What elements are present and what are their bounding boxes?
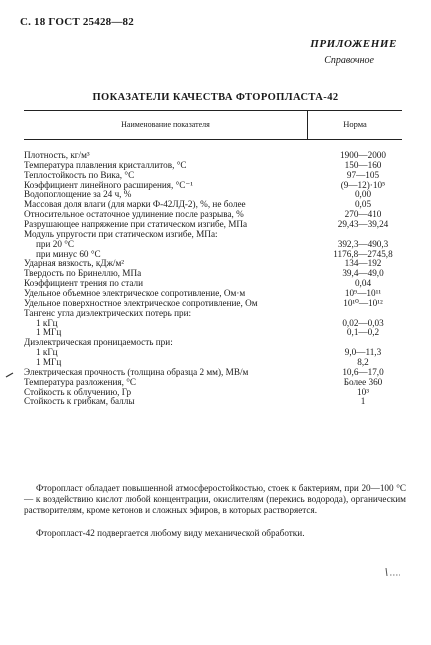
table-row [24,337,402,347]
row-norm: 392,3—490,3 [337,238,389,249]
row-name: Удельное поверхностное электрическое сопротивление, Ом [24,297,258,308]
reference-label: Справочное [324,55,374,66]
row-name: 1 МГц [36,327,62,338]
column-header-name: Наименование показателя [121,120,210,129]
row-name: Разрушающее напряжение при статическом изгибе, МПа [24,219,248,230]
row-norm: 1176,8—2745,8 [333,248,393,259]
paragraph-machining: Фторопласт-42 подвергается любому виду механической обработки. [36,528,305,538]
row-name: Электрическая прочность (толщина образца 2 мм), МВ/м [24,366,249,377]
row-name: Коэффициент трения по стали [24,278,144,289]
table-row [24,150,402,160]
row-name: Твердость по Бринеллю, МПа [24,268,142,279]
row-norm: 10³ [357,386,369,397]
row-name: Коэффициент линейного расширения, °С⁻¹ [24,179,193,190]
row-norm: 134—192 [344,258,382,269]
row-norm: 10,6—17,0 [342,366,384,377]
table-row [24,308,402,318]
row-norm: Более 360 [343,376,383,387]
row-norm: 1 [360,396,366,407]
table-row [24,288,402,298]
row-norm: 39,4—49,0 [342,268,384,279]
table-row [24,367,402,377]
row-norm: 10⁹—10¹¹ [344,288,382,299]
table-row [24,258,402,268]
page-title: ПОКАЗАТЕЛИ КАЧЕСТВА ФТОРОПЛАСТА-42 [92,92,339,103]
table-row [24,327,402,337]
row-name: 1 МГц [36,357,62,368]
row-name: 1 кГц [36,317,58,328]
row-norm: (9—12)·10⁵ [340,179,386,190]
table-row [24,396,402,406]
row-name: Стойкость к грибкам, баллы [24,396,135,407]
row-norm: 1900—2000 [340,150,386,160]
table-row [24,357,402,367]
table-row [24,387,402,397]
table-row [24,189,402,199]
row-norm: 10¹⁰—10¹² [343,297,383,308]
table-row [24,298,402,308]
table-row [24,180,402,190]
row-norm: 0,04 [354,278,372,289]
corner-mark-icon [384,566,424,578]
row-name: Диэлектрическая проницаемость при: [24,337,173,348]
table-row [24,278,402,288]
row-norm: 97—105 [346,169,380,180]
row-norm: 0,05 [354,199,372,210]
paragraph-properties: Фторопласт обладает повышенной атмосферостойкостью, стоек к бактериям, при 20—100 °С — к воздействию кислот любой концентрации, окислителям (перекись водорода), органическим растворителям, кроме кетонов и сложных эфиров, в которых растворяется. [24,483,406,515]
row-name: Стойкость к облучению, Гр [24,386,132,397]
table-row [24,347,402,357]
row-name: Температура разложения, °С [24,376,137,387]
appendix-label: ПРИЛОЖЕНИЕ [310,38,397,50]
table-row [24,209,402,219]
table-row [24,318,402,328]
table-row [24,199,402,209]
row-norm: 270—410 [344,209,382,220]
table-row [24,239,402,249]
row-name: Водопоглощение за 24 ч, % [24,189,132,200]
row-name: Ударная вязкость, кДж/м² [24,258,125,269]
row-name: Температура плавления кристаллитов, °С [24,159,187,170]
column-header-norm: Норма [343,119,367,129]
row-name: Модуль упругости при статическом изгибе, МПа: [24,228,218,239]
running-head: С. 18 ГОСТ 25428—82 [20,16,134,28]
margin-mark-icon [5,372,14,378]
row-name: Относительное остаточное удлинение после разрыва, % [24,209,244,220]
row-name: при минус 60 °С [36,248,101,259]
row-norm: 0,00 [354,189,372,200]
table-row [24,268,402,278]
table-row [24,249,402,259]
row-norm: 0,1—0,2 [346,327,380,338]
row-norm: 0,02—0,03 [342,317,384,328]
table-row [24,377,402,387]
table-header [24,110,402,140]
row-name: 1 кГц [36,347,58,358]
row-name: при 20 °С [36,238,75,249]
table-row [24,170,402,180]
row-name: Массовая доля влаги (для марки Ф-42ЛД-2), %, не более [24,199,246,210]
row-norm: 9,0—11,3 [344,347,382,358]
row-norm: 150—160 [344,159,382,170]
table-body [24,150,402,406]
table-row [24,229,402,239]
quality-table [24,110,402,406]
row-name: Плотность, кг/м³ [24,150,90,160]
row-name: Тангенс угла диэлектрических потерь при: [24,307,192,318]
row-norm: 8,2 [357,357,369,368]
table-row [24,219,402,229]
table-row [24,160,402,170]
row-name: Теплостойкость по Вика, °С [24,169,135,180]
row-norm: 29,43—39,24 [337,219,389,230]
row-name: Удельное объемное электрическое сопротивление, Ом·м [24,288,246,299]
